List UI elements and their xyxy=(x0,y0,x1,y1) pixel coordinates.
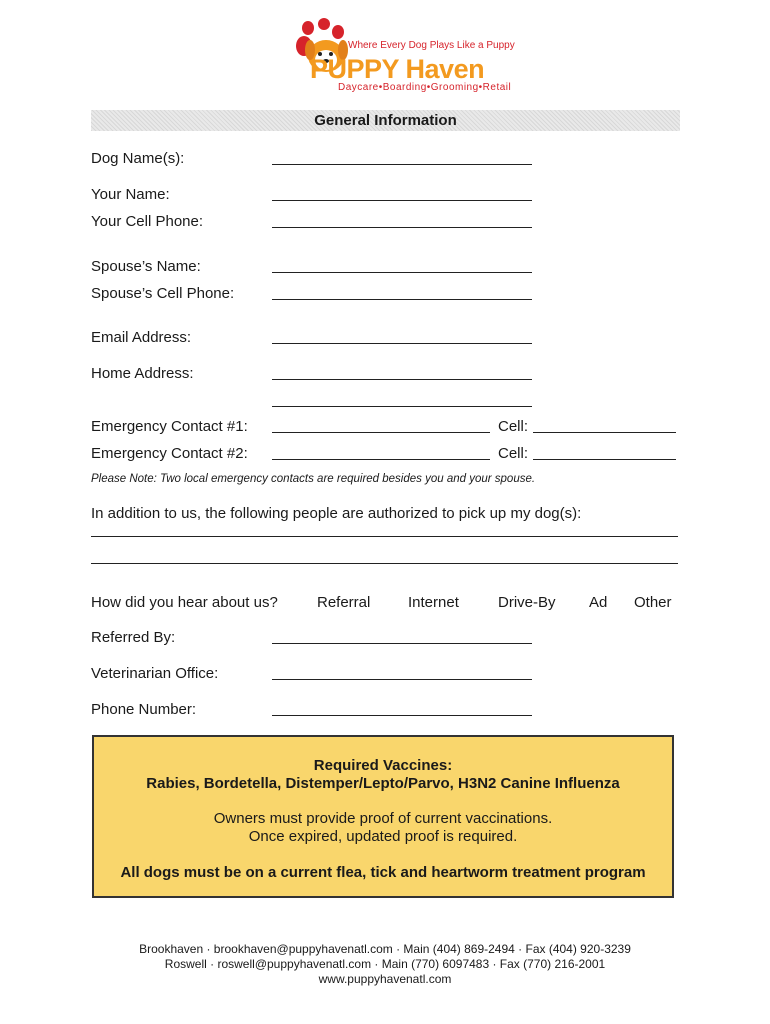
logo-brand: PUPPY Haven xyxy=(310,54,485,84)
footer-roswell: Roswell · roswell@puppyhavenatl.com · Main (770) 6097483 · Fax (770) 216-2001 xyxy=(164,957,606,971)
your-cell-label: Your Cell Phone: xyxy=(91,213,204,230)
home-address-field-2[interactable] xyxy=(272,406,532,407)
authorized-pickup-line-1[interactable] xyxy=(91,536,678,537)
authorized-pickup-line-2[interactable] xyxy=(91,563,678,564)
dog-names-field[interactable] xyxy=(272,164,532,165)
emergency-contact-2-label: Emergency Contact #2: xyxy=(91,445,248,462)
home-address-label: Home Address: xyxy=(91,365,194,382)
emergency-contact-2-field[interactable] xyxy=(272,459,490,460)
your-cell-field[interactable] xyxy=(272,227,532,228)
dog-names-label: Dog Name(s): xyxy=(91,150,185,167)
vet-office-label: Veterinarian Office: xyxy=(91,665,219,682)
footer-brookhaven: Brookhaven · brookhaven@puppyhavenatl.com · Main (404) 869-2494 · Fax (404) 920-3239 xyxy=(139,942,631,956)
email-field[interactable] xyxy=(272,343,532,344)
phone-number-label: Phone Number: xyxy=(91,701,197,718)
vet-office-field[interactable] xyxy=(272,679,532,680)
vaccines-proof-line-2: Once expired, updated proof is required. xyxy=(248,828,518,845)
flea-tick-requirement: All dogs must be on a current flea, tick and heartworm treatment program xyxy=(120,864,646,881)
puppy-haven-logo xyxy=(286,16,515,96)
email-label: Email Address: xyxy=(91,329,192,346)
section-title: General Information xyxy=(91,110,680,131)
vaccines-heading: Required Vaccines: xyxy=(313,757,453,774)
emergency-contact-1-label: Emergency Contact #1: xyxy=(91,418,248,435)
your-name-label: Your Name: xyxy=(91,186,170,203)
emergency-2-cell-field[interactable] xyxy=(533,459,676,460)
phone-number-field[interactable] xyxy=(272,715,532,716)
emergency-note: Please Note: Two local emergency contacts are required besides you and your spouse. xyxy=(91,473,536,485)
your-name-field[interactable] xyxy=(272,200,532,201)
emergency-1-cell-label: Cell: xyxy=(498,418,529,435)
vaccine-requirements-box xyxy=(92,735,674,898)
vaccines-list: Rabies, Bordetella, Distemper/Lepto/Parvo, H3N2 Canine Influenza xyxy=(146,775,620,792)
referred-by-label: Referred By: xyxy=(91,629,176,646)
spouse-cell-label: Spouse’s Cell Phone: xyxy=(91,285,235,302)
emergency-2-cell-label: Cell: xyxy=(498,445,529,462)
emergency-1-cell-field[interactable] xyxy=(533,432,676,433)
spouse-cell-field[interactable] xyxy=(272,299,532,300)
footer-website[interactable]: www.puppyhavenatl.com xyxy=(318,972,452,986)
referred-by-field[interactable] xyxy=(272,643,532,644)
emergency-contact-1-field[interactable] xyxy=(272,432,490,433)
option-internet[interactable]: Internet xyxy=(408,594,459,611)
option-referral[interactable]: Referral xyxy=(317,594,371,611)
authorized-pickup-label: In addition to us, the following people are authorized to pick up my dog(s): xyxy=(91,505,582,522)
spouse-name-field[interactable] xyxy=(272,272,532,273)
logo-services: Daycare•Boarding•Grooming•Retail xyxy=(338,82,512,93)
hear-about-question: How did you hear about us? xyxy=(91,594,278,611)
spouse-name-label: Spouse’s Name: xyxy=(91,258,201,275)
option-drive-by[interactable]: Drive-By xyxy=(498,594,556,611)
logo-tagline: Where Every Dog Plays Like a Puppy xyxy=(348,40,515,51)
vaccines-proof-line-1: Owners must provide proof of current vaccinations. xyxy=(213,810,553,827)
option-ad[interactable]: Ad xyxy=(589,594,608,611)
option-other[interactable]: Other xyxy=(634,594,672,611)
home-address-field-1[interactable] xyxy=(272,379,532,380)
